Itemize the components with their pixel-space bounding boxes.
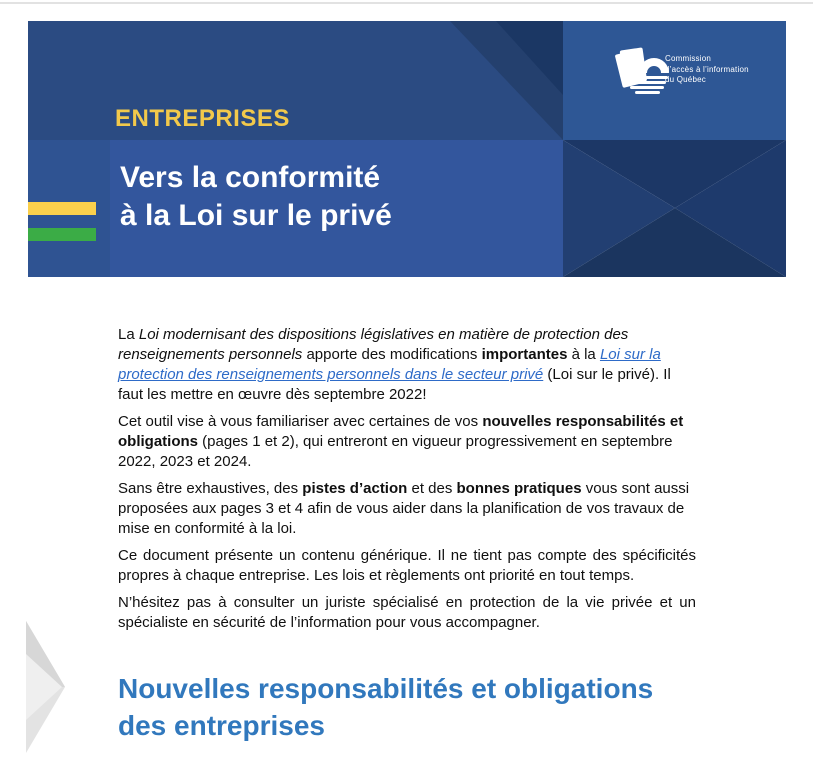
logo-block: [563, 21, 786, 140]
text-run: Cet outil vise à vous familiariser avec certaines de vos: [118, 413, 483, 430]
emphasis-pistes-action: pistes d’action: [302, 480, 408, 497]
document-title: [120, 159, 392, 235]
document-title-line1: Vers la conformité: [120, 161, 381, 194]
grey-arrow-decoration: [0, 618, 80, 758]
section-heading-line2: des entreprises: [118, 710, 325, 741]
banner-upper-band: [28, 21, 563, 140]
text-run: (Loi sur le privé). Il faut les mettre en œuvre dès septembre 2022!: [118, 366, 671, 403]
text-run: à la: [567, 346, 600, 363]
logo-text-line: Commission: [665, 54, 712, 63]
banner-facets-decoration: [28, 21, 563, 140]
section-heading-line1: Nouvelles responsabilités et obligations: [118, 673, 654, 704]
section-heading: [118, 670, 696, 744]
banner-title-block: [110, 140, 563, 277]
text-run: vous sont aussi proposées aux pages 3 et 4 afin de vous aider dans la planification de vos travaux de mise en conformité à la loi.: [118, 480, 690, 537]
text-run: Sans être exhaustives, des: [118, 480, 303, 497]
private-sector-law-link[interactable]: Loi sur la protection des renseignements personnels dans le secteur privé: [118, 346, 661, 383]
text-run: La: [118, 326, 139, 343]
emphasis-bonnes-pratiques: bonnes pratiques: [456, 480, 582, 497]
intro-paragraph-4: [118, 546, 696, 586]
intro-paragraph-1: [118, 325, 696, 405]
top-divider: [0, 2, 813, 4]
logo-text-line: du Québec: [665, 75, 706, 84]
emphasis-importantes: importantes: [481, 346, 568, 363]
intro-paragraph-2: [118, 412, 696, 472]
text-run: et des: [407, 480, 457, 497]
banner-facets-right: [563, 140, 786, 277]
text-run: (pages 1 et 2), qui entreront en vigueur progressivement en septembre 2022, 2023 et 2024.: [118, 433, 673, 470]
yellow-stripe: [28, 202, 96, 215]
document-title-line2: à la Loi sur le privé: [120, 199, 392, 232]
text-run: Ce document présente un contenu générique. Il ne tient pas compte des spécificités propres à chaque entreprise. Les lois et règlements ont priorité en tout temps.: [118, 547, 696, 584]
commission-logo-text: [665, 54, 749, 86]
banner-left-strip: [28, 140, 110, 277]
commission-logo-icon: [611, 45, 669, 97]
text-run: N’hésitez pas à consulter un juriste spécialisé en protection de la vie privée et un spécialiste en sécurité de l’information pour vous accompagner.: [118, 594, 696, 631]
document-category-label: ENTREPRISES: [115, 105, 290, 132]
logo-text-line: d’accès à l’information: [665, 64, 749, 74]
intro-paragraph-5: [118, 593, 696, 633]
green-stripe: [28, 228, 96, 241]
text-run: apporte des modifications: [302, 346, 482, 363]
document-body: [118, 325, 696, 744]
emphasis-responsabilites: nouvelles responsabilités et obligations: [118, 413, 684, 450]
intro-paragraph-3: [118, 479, 696, 539]
law-name-italic: Loi modernisant des dispositions législatives en matière de protection des renseignements personnels: [118, 326, 629, 363]
header-banner: [28, 21, 786, 277]
